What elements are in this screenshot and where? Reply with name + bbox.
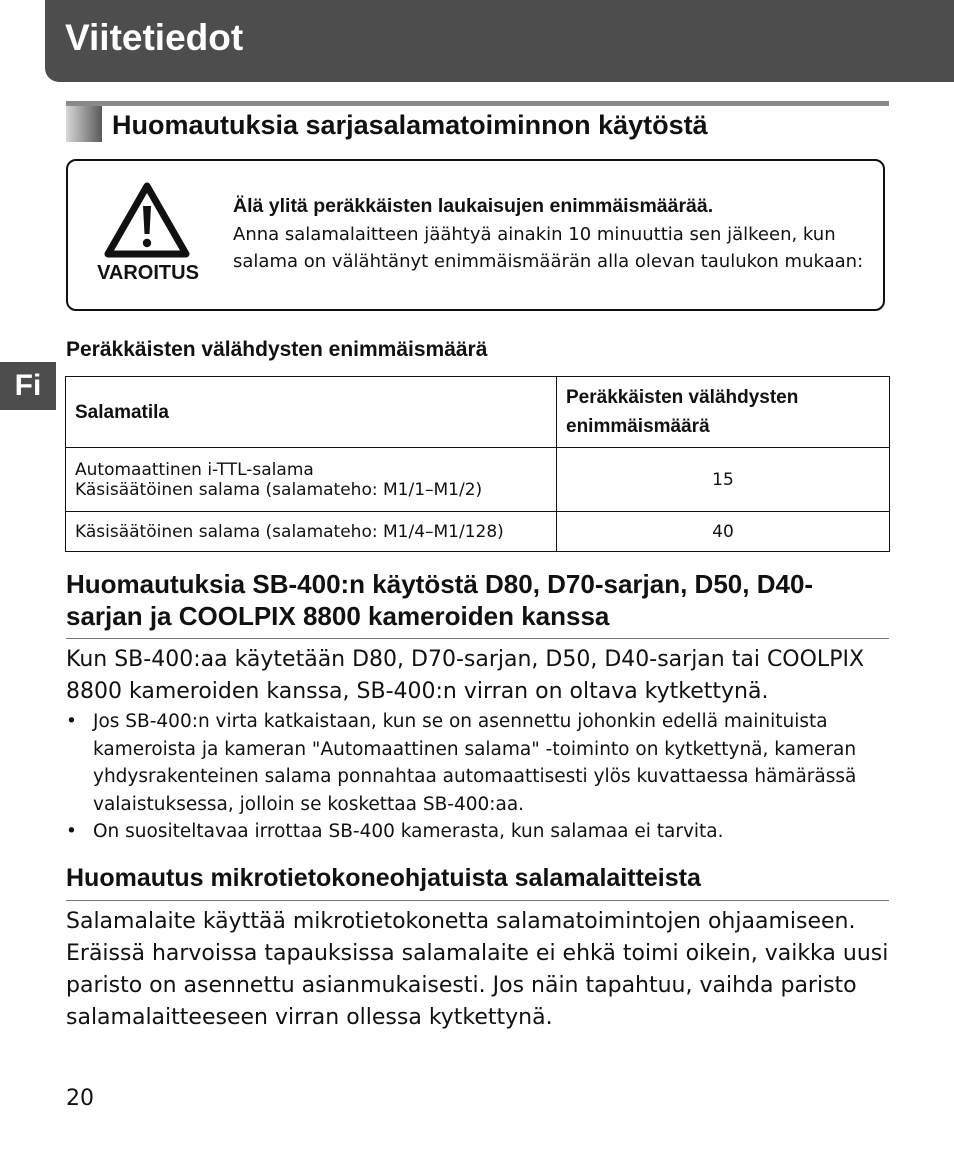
list-item xyxy=(66,818,889,846)
top-banner xyxy=(45,0,954,82)
table-caption: Peräkkäisten välähdysten enimmäismäärä xyxy=(66,338,488,361)
section-title: Huomautuksia sarjasalamatoiminnon käytöstä xyxy=(112,110,708,140)
language-tab xyxy=(0,362,56,410)
list-item-text: Jos SB-400:n virta katkaistaan, kun se on asennettu johonkin edellä mainituista kameroista ja kameran "Automaattinen salama" -toiminto on kytkettynä, kameran yhdysrakenteinen salama ponnahtaa automaattisesti ylös kuvattaessa hämärässä valaistuksessa, jolloin se koskettaa SB-400:aa. xyxy=(93,711,857,815)
table-header-row xyxy=(66,377,890,448)
table-cell-value: 15 xyxy=(557,448,890,512)
sb400-bullet-list xyxy=(66,708,889,846)
micro-body: Salamalaite käyttää mikrotietokonetta salamatoimintojen ohjaamiseen. Eräissä harvoissa tapauksissa salamalaite ei ehkä toimi oikein, vaikka uusi paristo on asennettu asianmukaisesti. Jos näin tapahtuu, vaihda paristo salamalaitteeseen virran ollessa kytkettynä. xyxy=(66,909,889,1030)
language-tab-label: Fi xyxy=(14,369,42,402)
table-cell-value: 40 xyxy=(557,512,890,552)
page-title: Viitetiedot xyxy=(65,17,244,58)
list-item-text: On suositeltavaa irrottaa SB-400 kamerasta, kun salamaa ei tarvita. xyxy=(93,821,724,842)
micro-heading: Huomautus mikrotietokoneohjatuista salamalaitteista xyxy=(66,864,701,892)
warning-label: VAROITUS xyxy=(97,262,199,284)
flash-limit-table xyxy=(65,376,890,552)
table-cell-mode xyxy=(66,448,557,512)
list-item xyxy=(66,708,889,818)
bullet-icon: • xyxy=(66,821,77,842)
table-header-mode: Salamatila xyxy=(66,377,557,448)
divider xyxy=(66,638,889,639)
table-row xyxy=(66,448,890,512)
mode-line: Automaattinen i-TTL-salama xyxy=(75,459,314,480)
section-marker xyxy=(66,106,102,142)
table-cell-mode: Käsisäätöinen salama (salamateho: M1/4–M1/128) xyxy=(66,512,557,552)
table-row xyxy=(66,512,890,552)
warning-body: Anna salamalaitteen jäähtyä ainakin 10 minuuttia sen jälkeen, kun salama on välähtänyt enimmäismäärän alla olevan taulukon mukaan: xyxy=(233,224,864,272)
sb400-intro: Kun SB-400:aa käytetään D80, D70-sarjan, D50, D40-sarjan tai COOLPIX 8800 kameroiden kanssa, SB-400:n virran on oltava kytkettynä. xyxy=(66,647,865,704)
table-header-max: Peräkkäisten välähdysten enimmäismäärä xyxy=(557,377,890,448)
warning-heading: Älä ylitä peräkkäisten laukaisujen enimmäismäärää. xyxy=(233,195,714,217)
sb400-heading: Huomautuksia SB-400:n käytöstä D80, D70-sarjan, D50, D40-sarjan ja COOLPIX 8800 kameroiden kanssa xyxy=(66,569,814,631)
mode-line: Käsisäätöinen salama (salamateho: M1/1–M1/2) xyxy=(75,479,483,500)
bullet-icon: • xyxy=(66,711,77,732)
warning-triangle-icon xyxy=(104,182,190,258)
page-number: 20 xyxy=(66,1086,94,1111)
divider xyxy=(66,900,889,901)
